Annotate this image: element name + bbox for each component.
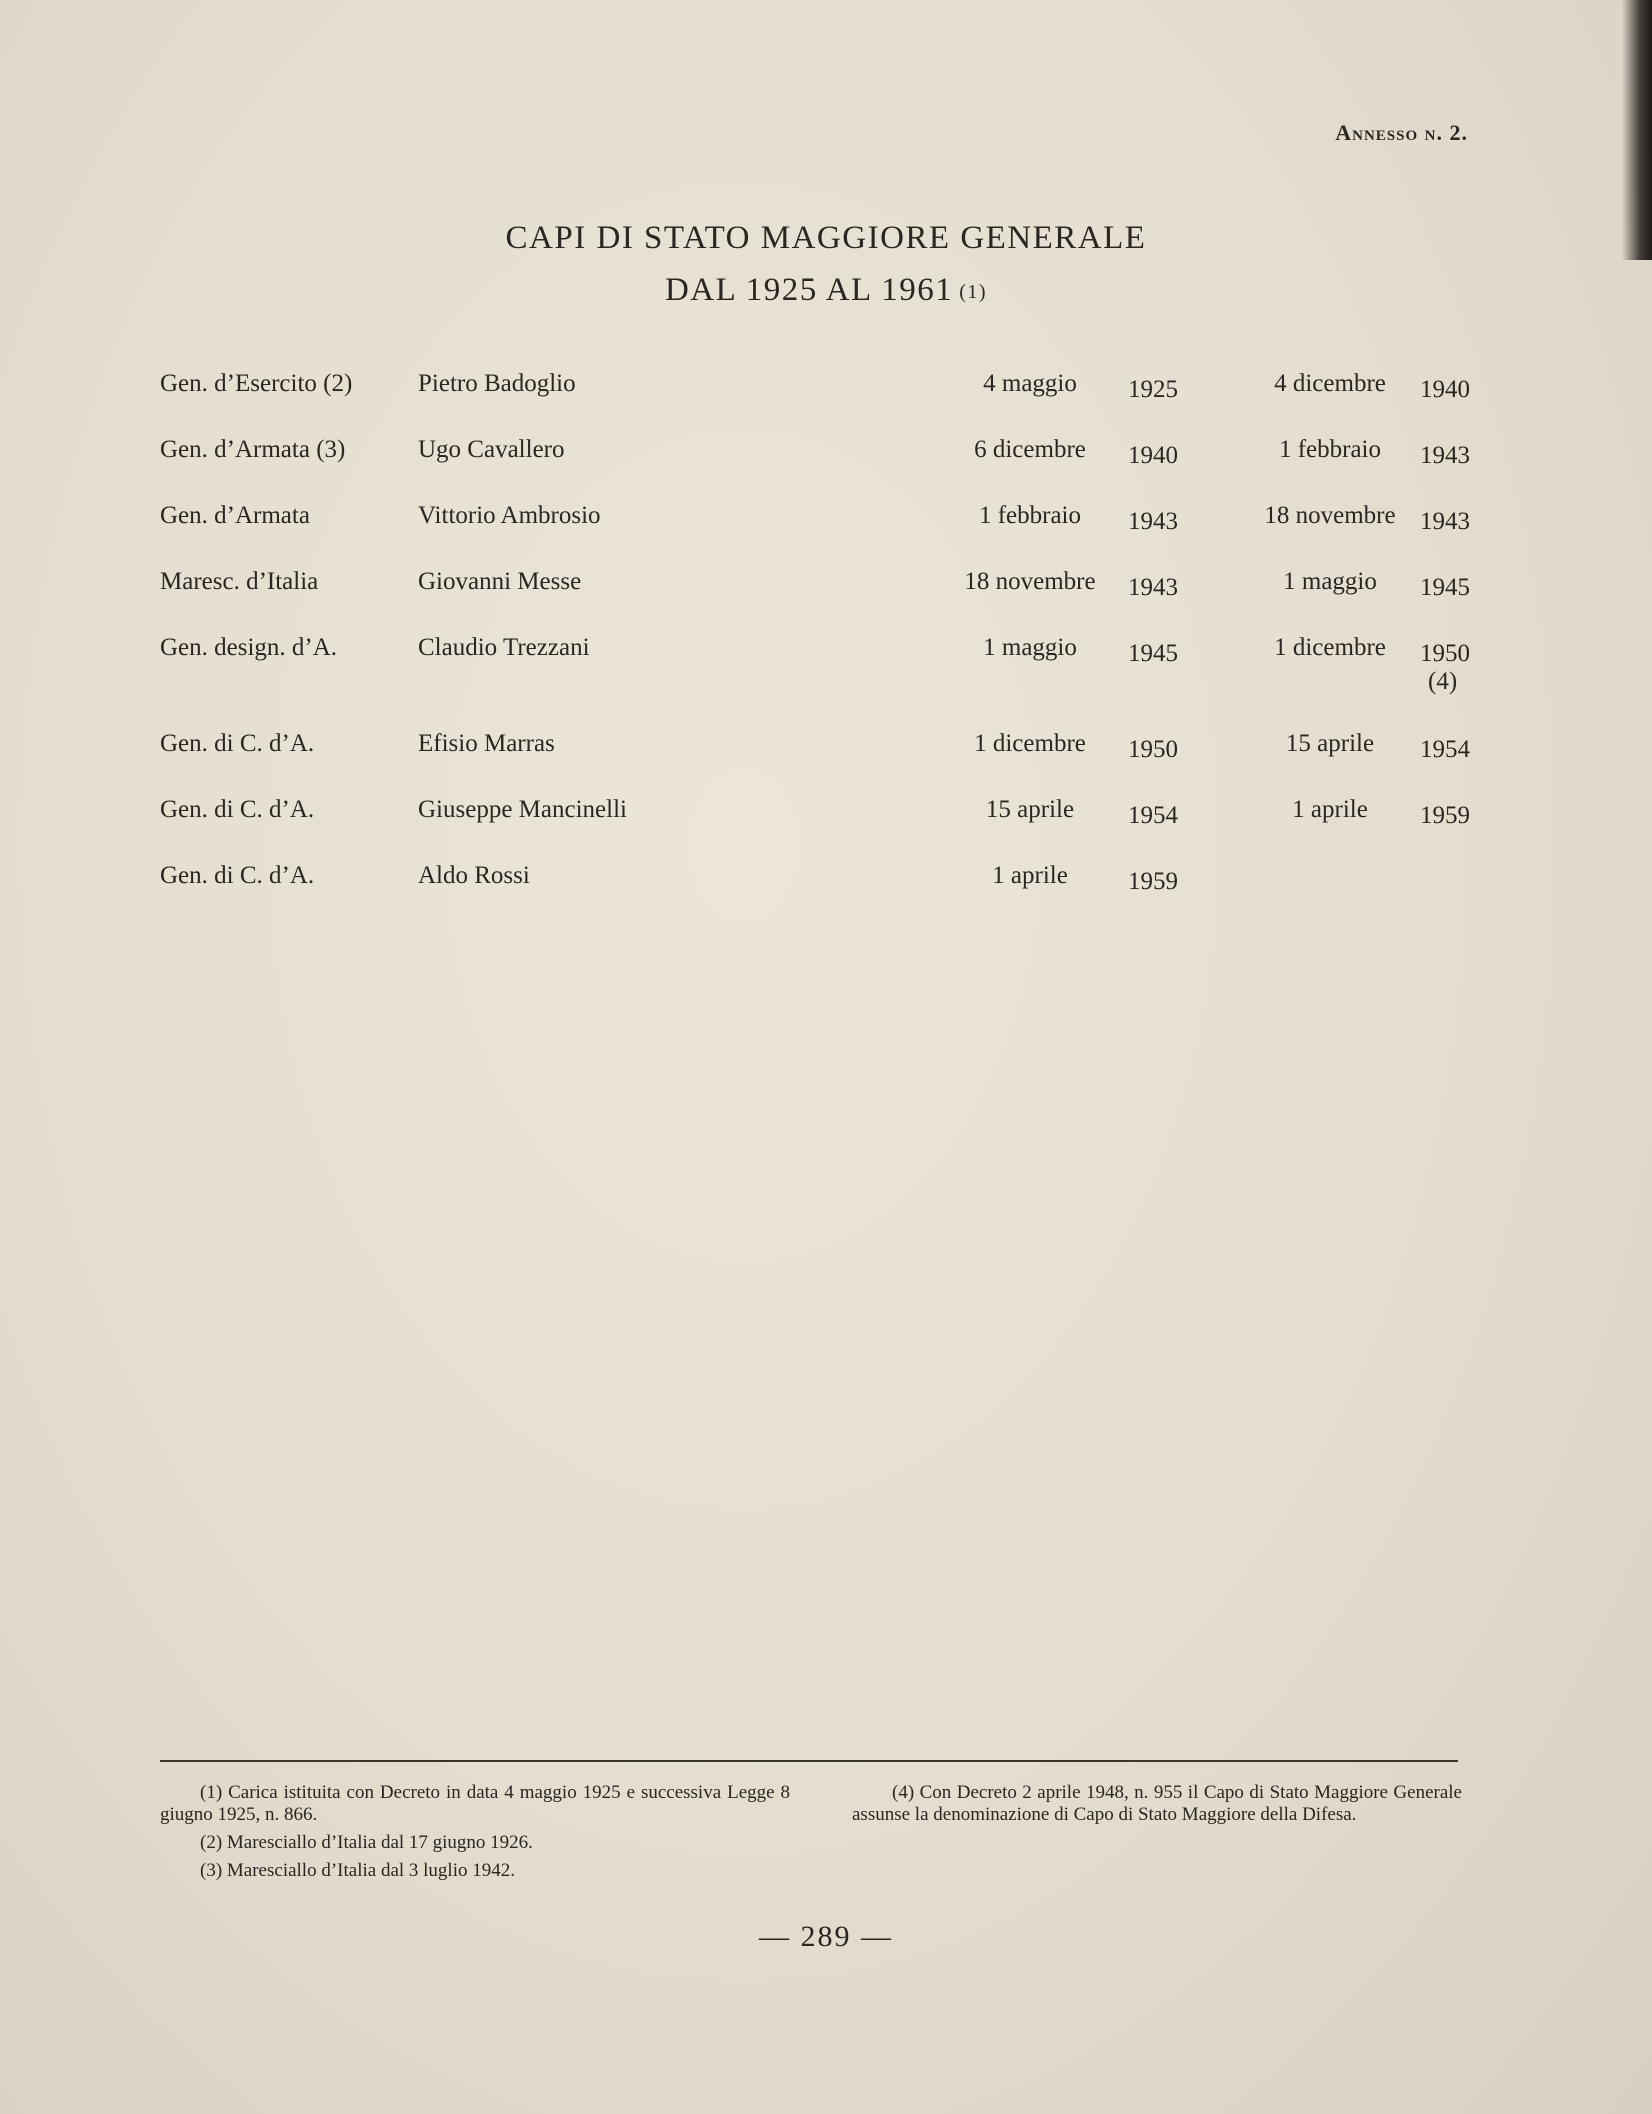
page-number: — 289 — xyxy=(759,1920,893,1953)
start-year-cell: 1943 xyxy=(1128,574,1178,601)
start-date-cell: 15 aprile xyxy=(985,796,1075,823)
end-date-cell: 4 dicembre xyxy=(1274,370,1386,397)
rank-cell: Gen. di C. d’A. xyxy=(160,862,315,889)
title-line-1: CAPI DI STATO MAGGIORE GENERALE xyxy=(505,220,1147,256)
name-cell: Pietro Badoglio xyxy=(418,370,576,397)
name-cell: Ugo Cavallero xyxy=(418,436,565,463)
start-year-cell: 1925 xyxy=(1128,376,1178,403)
name-cell: Claudio Trezzani xyxy=(418,634,590,661)
end-year-cell: 1950 xyxy=(1420,640,1470,667)
table-row xyxy=(0,436,1652,502)
name-cell: Vittorio Ambrosio xyxy=(418,502,601,529)
end-date-cell: 1 maggio xyxy=(1283,568,1377,595)
name-cell: Giuseppe Mancinelli xyxy=(418,796,627,823)
row-footnote-marker: (4) xyxy=(1428,668,1458,695)
table-row xyxy=(0,502,1652,568)
table-row xyxy=(0,730,1652,796)
end-year-cell: 1943 xyxy=(1420,508,1470,535)
table-row xyxy=(0,634,1652,730)
start-date-cell: 1 dicembre xyxy=(974,730,1086,757)
footnotes-right xyxy=(852,1782,1462,1832)
end-year-cell: 1945 xyxy=(1420,574,1470,601)
rank-cell: Gen. d’Armata xyxy=(160,502,310,529)
footnote-4: (4) Con Decreto 2 aprile 1948, n. 955 il Capo di Stato Maggiore Generale assunse la denominazione di Capo di Stato Maggiore della Difesa. xyxy=(852,1782,1462,1825)
end-date-cell: 1 aprile xyxy=(1292,796,1368,823)
chiefs-table xyxy=(0,370,1652,928)
footnote-divider xyxy=(160,1760,1458,1762)
end-date-cell: 15 aprile xyxy=(1285,730,1375,757)
start-year-cell: 1940 xyxy=(1128,442,1178,469)
start-date-cell: 4 maggio xyxy=(983,370,1077,397)
start-date-cell: 1 maggio xyxy=(983,634,1077,661)
start-year-cell: 1954 xyxy=(1128,802,1178,829)
table-row xyxy=(0,796,1652,862)
start-date-cell: 1 febbraio xyxy=(978,502,1082,529)
table-row xyxy=(0,862,1652,928)
title-line-2-text: DAL 1925 AL 1961 xyxy=(664,272,954,308)
rank-cell: Gen. d’Esercito (2) xyxy=(160,370,353,397)
rank-cell: Maresc. d’Italia xyxy=(160,568,319,595)
start-year-cell: 1945 xyxy=(1128,640,1178,667)
name-cell: Giovanni Messe xyxy=(418,568,582,595)
end-year-cell: 1954 xyxy=(1420,736,1470,763)
end-year-cell: 1943 xyxy=(1420,442,1470,469)
table-row xyxy=(0,370,1652,436)
title-line-2 xyxy=(0,264,1652,318)
rank-cell: Gen. design. d’A. xyxy=(160,634,338,661)
title-block xyxy=(0,212,1652,318)
start-year-cell: 1943 xyxy=(1128,508,1178,535)
end-date-cell: 1 dicembre xyxy=(1274,634,1386,661)
end-year-cell: 1959 xyxy=(1420,802,1470,829)
start-date-cell: 6 dicembre xyxy=(974,436,1086,463)
annex-label: Annesso n. 2. xyxy=(1335,120,1468,145)
table-row xyxy=(0,568,1652,634)
end-date-cell: 1 febbraio xyxy=(1278,436,1382,463)
name-cell: Efisio Marras xyxy=(418,730,555,757)
title-footnote-marker: (1) xyxy=(959,281,988,303)
footnote-2: (2) Maresciallo d’Italia dal 17 giugno 1926. xyxy=(200,1832,533,1853)
rank-cell: Gen. di C. d’A. xyxy=(160,796,315,823)
footnote-3: (3) Maresciallo d’Italia dal 3 luglio 1942. xyxy=(200,1860,515,1881)
rank-cell: Gen. d’Armata (3) xyxy=(160,436,346,463)
start-year-cell: 1950 xyxy=(1128,736,1178,763)
footnote-1: (1) Carica istituita con Decreto in data 4 maggio 1925 e successiva Legge 8 giugno 1925, n. 866. xyxy=(160,1782,790,1825)
rank-cell: Gen. di C. d’A. xyxy=(160,730,315,757)
name-cell: Aldo Rossi xyxy=(418,862,530,889)
start-date-cell: 18 novembre xyxy=(964,568,1096,595)
end-date-cell: 18 novembre xyxy=(1264,502,1396,529)
end-year-cell: 1940 xyxy=(1420,376,1470,403)
footnotes-left xyxy=(160,1782,790,1888)
start-year-cell: 1959 xyxy=(1128,868,1178,895)
start-date-cell: 1 aprile xyxy=(992,862,1068,889)
